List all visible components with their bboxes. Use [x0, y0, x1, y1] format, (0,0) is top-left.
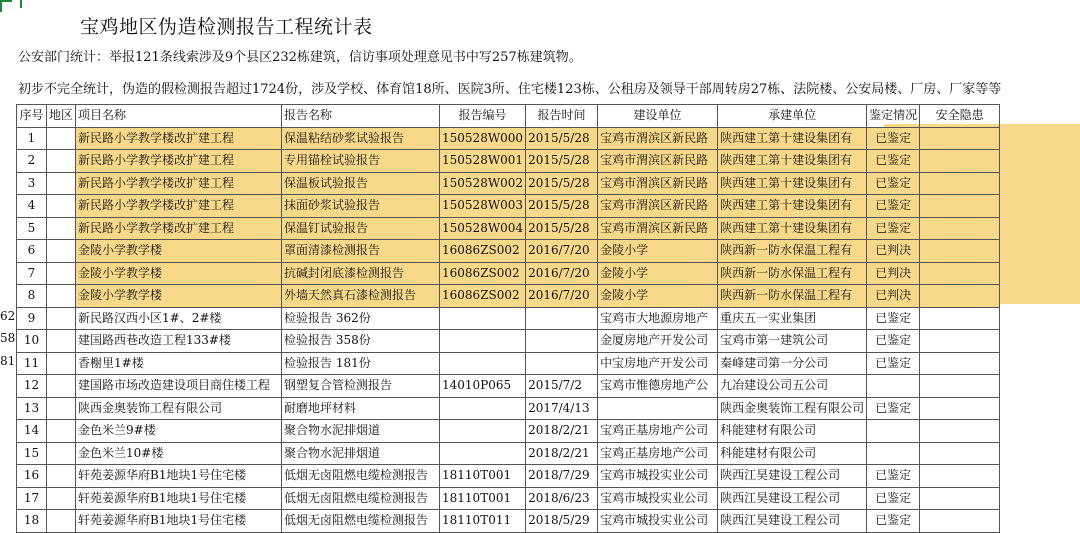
report-code-cell[interactable] — [440, 397, 526, 420]
report-code-cell[interactable]: 18110T001 — [440, 487, 526, 510]
header-cell[interactable]: 报告名称 — [282, 105, 440, 128]
table-row — [17, 352, 1000, 375]
report-date-cell[interactable]: 2018/2/21 — [526, 442, 598, 465]
status-cell[interactable]: 已鉴定 — [867, 150, 920, 173]
contractor-cell[interactable]: 陕西金奥装饰工程有限公司 — [718, 397, 867, 420]
report-date-cell[interactable]: 2018/6/23 — [526, 487, 598, 510]
report-name-cell[interactable]: 耐磨地坪材料 — [282, 397, 440, 420]
status-cell[interactable]: 已鉴定 — [867, 487, 920, 510]
contractor-cell[interactable]: 科能建材有限公司 — [718, 420, 867, 443]
status-cell[interactable]: 已判决 — [867, 285, 920, 308]
row-number-cell[interactable]: 3 — [17, 172, 47, 195]
status-cell[interactable]: 已判决 — [867, 262, 920, 285]
builder-cell[interactable]: 宝鸡市城投实业公司 — [598, 510, 718, 533]
contractor-cell[interactable]: 陕西建工第十建设集团有 — [718, 150, 867, 173]
report-date-cell[interactable] — [526, 352, 598, 375]
row-number-cell[interactable]: 7 — [17, 262, 47, 285]
row-side-number: 62 — [0, 309, 16, 323]
project-name-cell[interactable]: 新民路小学教学楼改扩建工程 — [76, 172, 282, 195]
region-cell[interactable] — [47, 330, 76, 353]
table-row — [17, 172, 1000, 195]
contractor-cell[interactable]: 秦峰建司第一分公司 — [718, 352, 867, 375]
builder-cell[interactable]: 中宝房地产开发公司 — [598, 352, 718, 375]
table-row — [17, 285, 1000, 308]
summary-line-1: 公安部门统计：举报121条线索涉及9个县区232栋建筑，信访事项处理意见书中写257栋建筑物。 — [18, 50, 582, 65]
status-cell[interactable]: 已鉴定 — [867, 127, 920, 150]
row-number-cell[interactable]: 14 — [17, 420, 47, 443]
status-cell[interactable] — [867, 375, 920, 398]
report-code-cell[interactable]: 16086ZS002 — [440, 240, 526, 263]
report-name-cell[interactable]: 保温粘结砂浆试验报告 — [282, 127, 440, 150]
builder-cell[interactable]: 金陵小学 — [598, 240, 718, 263]
builder-cell[interactable]: 宝鸡市渭滨区新民路 — [598, 150, 718, 173]
contractor-cell[interactable]: 宝鸡市第一建筑公司 — [718, 330, 867, 353]
status-cell[interactable]: 已鉴定 — [867, 172, 920, 195]
status-cell[interactable] — [867, 420, 920, 443]
table-row — [17, 442, 1000, 465]
header-cell[interactable]: 序号 — [17, 105, 47, 128]
safety-risk-cell[interactable] — [920, 217, 1000, 240]
contractor-cell[interactable]: 陕西新一防水保温工程有 — [718, 240, 867, 263]
region-cell[interactable] — [47, 442, 76, 465]
status-cell[interactable]: 已鉴定 — [867, 397, 920, 420]
row-number-cell[interactable]: 5 — [17, 217, 47, 240]
report-date-cell[interactable]: 2018/2/21 — [526, 420, 598, 443]
report-date-cell[interactable]: 2017/4/13 — [526, 397, 598, 420]
report-date-cell[interactable]: 2015/5/28 — [526, 217, 598, 240]
row-number-cell[interactable]: 1 — [17, 127, 47, 150]
safety-risk-cell[interactable] — [920, 487, 1000, 510]
builder-cell[interactable]: 宝鸡市渭滨区新民路 — [598, 195, 718, 218]
project-name-cell[interactable]: 轩苑姜源华府B1地块1号住宅楼 — [76, 465, 282, 488]
report-name-cell[interactable]: 抗碱封闭底漆检测报告 — [282, 262, 440, 285]
project-name-cell[interactable]: 建国路市场改造建设项目商住楼工程 — [76, 375, 282, 398]
report-name-cell[interactable]: 检验报告 358份 — [282, 330, 440, 353]
project-name-cell[interactable]: 金色米兰9#楼 — [76, 420, 282, 443]
report-code-cell[interactable]: 16086ZS002 — [440, 262, 526, 285]
contractor-cell[interactable]: 陕西建工第十建设集团有 — [718, 217, 867, 240]
builder-cell[interactable]: 宝鸡正基房地产公司 — [598, 442, 718, 465]
header-cell[interactable]: 建设单位 — [598, 105, 718, 128]
report-date-cell[interactable]: 2016/7/20 — [526, 285, 598, 308]
project-name-cell[interactable]: 新民路小学教学楼改扩建工程 — [76, 217, 282, 240]
builder-cell[interactable]: 金厦房地产开发公司 — [598, 330, 718, 353]
safety-risk-cell[interactable] — [920, 150, 1000, 173]
report-name-cell[interactable]: 低烟无卤阻燃电缆检测报告 — [282, 510, 440, 533]
report-date-cell[interactable]: 2015/5/28 — [526, 127, 598, 150]
table-row — [17, 420, 1000, 443]
contractor-cell[interactable]: 重庆五一实业集团 — [718, 307, 867, 330]
contractor-cell[interactable]: 陕西江昊建设工程公司 — [718, 465, 867, 488]
report-table — [16, 104, 1000, 533]
region-cell[interactable] — [47, 262, 76, 285]
report-name-cell[interactable]: 外墙天然真石漆检测报告 — [282, 285, 440, 308]
header-cell[interactable]: 项目名称 — [76, 105, 282, 128]
row-number-cell[interactable]: 15 — [17, 442, 47, 465]
report-date-cell[interactable]: 2015/5/28 — [526, 172, 598, 195]
builder-cell[interactable] — [598, 397, 718, 420]
project-name-cell[interactable]: 新民路汉西小区1#、2#楼 — [76, 307, 282, 330]
project-name-cell[interactable]: 金陵小学教学楼 — [76, 285, 282, 308]
contractor-cell[interactable]: 陕西建工第十建设集团有 — [718, 172, 867, 195]
report-code-cell[interactable]: 16086ZS002 — [440, 285, 526, 308]
status-cell[interactable]: 已鉴定 — [867, 465, 920, 488]
report-code-cell[interactable] — [440, 330, 526, 353]
safety-risk-cell[interactable] — [920, 195, 1000, 218]
table-row — [17, 510, 1000, 533]
builder-cell[interactable]: 宝鸡市城投实业公司 — [598, 487, 718, 510]
project-name-cell[interactable]: 金色米兰10#楼 — [76, 442, 282, 465]
row-number-cell[interactable]: 8 — [17, 285, 47, 308]
status-cell[interactable]: 已鉴定 — [867, 195, 920, 218]
builder-cell[interactable]: 宝鸡市大地源房地产 — [598, 307, 718, 330]
report-code-cell[interactable]: 18110T011 — [440, 510, 526, 533]
summary-line-2: 初步不完全统计，伪造的假检测报告超过1724份，涉及学校、体育馆18所、医院3所、住宅楼123栋、公租房及领导干部周转房27栋、法院楼、公安局楼、厂房、厂家等等 — [18, 82, 1002, 97]
safety-risk-cell[interactable] — [920, 375, 1000, 398]
report-date-cell[interactable]: 2015/7/2 — [526, 375, 598, 398]
report-name-cell[interactable]: 保温钉试验报告 — [282, 217, 440, 240]
table-row — [17, 397, 1000, 420]
report-code-cell[interactable]: 150528W000 — [440, 127, 526, 150]
table-body — [17, 127, 1000, 532]
table-row — [17, 487, 1000, 510]
table-row — [17, 195, 1000, 218]
region-cell[interactable] — [47, 487, 76, 510]
project-name-cell[interactable]: 新民路小学教学楼改扩建工程 — [76, 195, 282, 218]
region-cell[interactable] — [47, 420, 76, 443]
region-cell[interactable] — [47, 240, 76, 263]
project-name-cell[interactable]: 新民路小学教学楼改扩建工程 — [76, 150, 282, 173]
builder-cell[interactable]: 宝鸡正基房地产公司 — [598, 420, 718, 443]
contractor-cell[interactable]: 陕西新一防水保温工程有 — [718, 262, 867, 285]
report-date-cell[interactable] — [526, 307, 598, 330]
region-cell[interactable] — [47, 150, 76, 173]
report-code-cell[interactable]: 150528W002 — [440, 172, 526, 195]
safety-risk-cell[interactable] — [920, 330, 1000, 353]
selection-corner-icon — [0, 0, 12, 12]
project-name-cell[interactable]: 香榭里1#楼 — [76, 352, 282, 375]
report-date-cell[interactable]: 2018/7/29 — [526, 465, 598, 488]
builder-cell[interactable]: 宝鸡市渭滨区新民路 — [598, 127, 718, 150]
report-code-cell[interactable]: 18110T001 — [440, 465, 526, 488]
status-cell[interactable]: 已鉴定 — [867, 217, 920, 240]
table-row — [17, 150, 1000, 173]
header-cell[interactable]: 报告时间 — [526, 105, 598, 128]
report-date-cell[interactable] — [526, 330, 598, 353]
safety-risk-cell[interactable] — [920, 172, 1000, 195]
report-name-cell[interactable]: 专用锚栓试验报告 — [282, 150, 440, 173]
builder-cell[interactable]: 宝鸡市城投实业公司 — [598, 465, 718, 488]
project-name-cell[interactable]: 新民路小学教学楼改扩建工程 — [76, 127, 282, 150]
report-code-cell[interactable] — [440, 420, 526, 443]
contractor-cell[interactable]: 陕西建工第十建设集团有 — [718, 195, 867, 218]
project-name-cell[interactable]: 轩苑姜源华府B1地块1号住宅楼 — [76, 487, 282, 510]
safety-risk-cell[interactable] — [920, 240, 1000, 263]
row-number-cell[interactable]: 6 — [17, 240, 47, 263]
report-code-cell[interactable]: 14010P065 — [440, 375, 526, 398]
project-name-cell[interactable]: 建国路西巷改造工程133#楼 — [76, 330, 282, 353]
header-cell[interactable]: 安全隐患 — [920, 105, 1000, 128]
report-code-cell[interactable] — [440, 442, 526, 465]
contractor-cell[interactable]: 陕西江昊建设工程公司 — [718, 510, 867, 533]
table-row — [17, 262, 1000, 285]
row-number-cell[interactable]: 9 — [17, 307, 47, 330]
project-name-cell[interactable]: 轩苑姜源华府B1地块1号住宅楼 — [76, 510, 282, 533]
table-row — [17, 240, 1000, 263]
report-code-cell[interactable] — [440, 352, 526, 375]
status-cell[interactable]: 已判决 — [867, 240, 920, 263]
report-date-cell[interactable]: 2016/7/20 — [526, 262, 598, 285]
region-cell[interactable] — [47, 285, 76, 308]
safety-risk-cell[interactable] — [920, 352, 1000, 375]
safety-risk-cell[interactable] — [920, 442, 1000, 465]
table-row — [17, 330, 1000, 353]
report-name-cell[interactable]: 抹面砂浆试验报告 — [282, 195, 440, 218]
contractor-cell[interactable]: 九冶建设公司五公司 — [718, 375, 867, 398]
report-name-cell[interactable]: 聚合物水泥排烟道 — [282, 442, 440, 465]
safety-risk-cell[interactable] — [920, 262, 1000, 285]
project-name-cell[interactable]: 金陵小学教学楼 — [76, 240, 282, 263]
safety-risk-cell[interactable] — [920, 285, 1000, 308]
report-code-cell[interactable] — [440, 307, 526, 330]
sheet-title: 宝鸡地区伪造检测报告工程统计表 — [80, 16, 373, 38]
region-cell[interactable] — [47, 217, 76, 240]
report-code-cell[interactable]: 150528W003 — [440, 195, 526, 218]
status-cell[interactable]: 已鉴定 — [867, 307, 920, 330]
row-number-cell[interactable]: 11 — [17, 352, 47, 375]
row-number-cell[interactable]: 13 — [17, 397, 47, 420]
status-cell[interactable] — [867, 442, 920, 465]
row-number-cell[interactable]: 17 — [17, 487, 47, 510]
header-cell[interactable]: 鉴定情况 — [867, 105, 920, 128]
table-row — [17, 127, 1000, 150]
report-name-cell[interactable]: 罩面清漆检测报告 — [282, 240, 440, 263]
region-cell[interactable] — [47, 172, 76, 195]
row-number-cell[interactable]: 4 — [17, 195, 47, 218]
header-row — [17, 105, 1000, 128]
header-cell[interactable]: 报告编号 — [440, 105, 526, 128]
report-name-cell[interactable]: 聚合物水泥排烟道 — [282, 420, 440, 443]
region-cell[interactable] — [47, 307, 76, 330]
project-name-cell[interactable]: 金陵小学教学楼 — [76, 262, 282, 285]
report-date-cell[interactable]: 2018/5/29 — [526, 510, 598, 533]
table-row — [17, 307, 1000, 330]
report-date-cell[interactable]: 2015/5/28 — [526, 195, 598, 218]
row-number-cell[interactable]: 18 — [17, 510, 47, 533]
builder-cell[interactable]: 金陵小学 — [598, 262, 718, 285]
safety-risk-cell[interactable] — [920, 307, 1000, 330]
row-number-cell[interactable]: 16 — [17, 465, 47, 488]
status-cell[interactable]: 已鉴定 — [867, 330, 920, 353]
safety-risk-cell[interactable] — [920, 510, 1000, 533]
region-cell[interactable] — [47, 375, 76, 398]
report-code-cell[interactable]: 150528W001 — [440, 150, 526, 173]
region-cell[interactable] — [47, 195, 76, 218]
row-number-cell[interactable]: 2 — [17, 150, 47, 173]
table-row — [17, 465, 1000, 488]
builder-cell[interactable]: 宝鸡市渭滨区新民路 — [598, 217, 718, 240]
report-date-cell[interactable]: 2016/7/20 — [526, 240, 598, 263]
row-side-number: 58 — [0, 331, 16, 345]
safety-risk-cell[interactable] — [920, 465, 1000, 488]
report-name-cell[interactable]: 保温板试验报告 — [282, 172, 440, 195]
region-cell[interactable] — [47, 397, 76, 420]
report-code-cell[interactable]: 150528W004 — [440, 217, 526, 240]
region-cell[interactable] — [47, 510, 76, 533]
row-number-cell[interactable]: 12 — [17, 375, 47, 398]
region-cell[interactable] — [47, 352, 76, 375]
row-side-number: 81 — [0, 354, 16, 368]
table-row — [17, 217, 1000, 240]
safety-risk-cell[interactable] — [920, 397, 1000, 420]
header-cell[interactable]: 承建单位 — [718, 105, 867, 128]
region-cell[interactable] — [47, 127, 76, 150]
contractor-cell[interactable]: 陕西江昊建设工程公司 — [718, 487, 867, 510]
status-cell[interactable]: 已鉴定 — [867, 352, 920, 375]
fill-handle-icon[interactable] — [14, 0, 22, 8]
builder-cell[interactable]: 宝鸡市惟德房地产公 — [598, 375, 718, 398]
report-name-cell[interactable]: 检验报告 362份 — [282, 307, 440, 330]
safety-risk-cell[interactable] — [920, 420, 1000, 443]
contractor-cell[interactable]: 科能建材有限公司 — [718, 442, 867, 465]
builder-cell[interactable]: 宝鸡市渭滨区新民路 — [598, 172, 718, 195]
builder-cell[interactable]: 金陵小学 — [598, 285, 718, 308]
report-name-cell[interactable]: 低烟无卤阻燃电缆检测报告 — [282, 465, 440, 488]
contractor-cell[interactable]: 陕西建工第十建设集团有 — [718, 127, 867, 150]
header-cell[interactable]: 地区 — [47, 105, 76, 128]
contractor-cell[interactable]: 陕西新一防水保温工程有 — [718, 285, 867, 308]
row-number-cell[interactable]: 10 — [17, 330, 47, 353]
region-cell[interactable] — [47, 465, 76, 488]
table-row — [17, 375, 1000, 398]
report-name-cell[interactable]: 低烟无卤阻燃电缆检测报告 — [282, 487, 440, 510]
project-name-cell[interactable]: 陕西金奥装饰工程有限公司 — [76, 397, 282, 420]
report-name-cell[interactable]: 检验报告 181份 — [282, 352, 440, 375]
report-name-cell[interactable]: 钢塑复合管检测报告 — [282, 375, 440, 398]
status-cell[interactable]: 已鉴定 — [867, 510, 920, 533]
safety-risk-cell[interactable] — [920, 127, 1000, 150]
report-date-cell[interactable]: 2015/5/28 — [526, 150, 598, 173]
